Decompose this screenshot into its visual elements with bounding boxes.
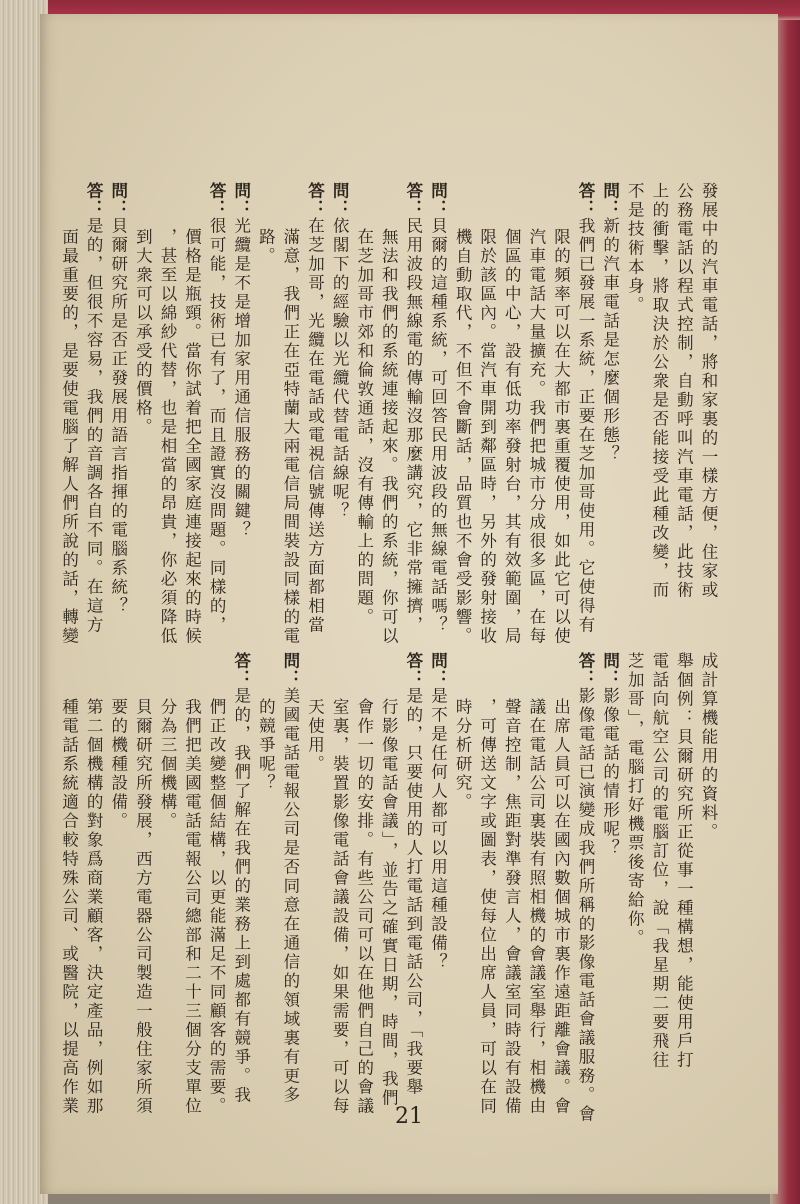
- text-column: [56, 182, 81, 646]
- column-text: 我們已發展一系統，正要在芝加哥使用。它使得有: [576, 217, 596, 635]
- text-column: [228, 182, 253, 540]
- text-column: [277, 182, 302, 646]
- speaker-label: 答：: [207, 182, 227, 217]
- column-text: 要的機種設備。: [108, 698, 128, 831]
- column-text: 機自動取代，不但不會斷話，品質也不會受影響。: [453, 228, 473, 646]
- text-column: [548, 182, 573, 646]
- column-text: 種電話系統適合較特殊公司、或醫院，以提高作業: [59, 698, 79, 1116]
- column-text: 路。: [256, 228, 276, 266]
- top-text-block: [56, 182, 720, 646]
- column-text: 會作一切的安排。有些公司可以在他們自己的會議: [354, 698, 374, 1116]
- column-text: 貝爾研究所發展，西方電器公司製造一般住家所須: [133, 698, 153, 1116]
- speaker-label: 問：: [330, 182, 350, 217]
- text-column: [130, 652, 155, 1116]
- column-text: 時分析研究。: [453, 698, 473, 812]
- column-text: 限的頻率可以在大都市裏重覆使用，如此它可以使: [551, 228, 571, 646]
- speaker-label: 問：: [108, 182, 128, 217]
- column-text: 天使用。: [305, 698, 325, 774]
- column-text: 很可能，技術已有了，而且證實沒問題。同樣的，: [207, 217, 227, 635]
- column-text: 發展中的汽車電話，將和家裏的一樣方便，住家或: [699, 182, 718, 600]
- text-column: [327, 182, 352, 521]
- text-column: [204, 652, 229, 1116]
- text-column: [597, 182, 622, 464]
- column-text: ，甚至以綿紗代替，也是相當的昂貴，你必須降低: [157, 228, 177, 646]
- text-column: [474, 652, 499, 1116]
- column-text: 依閣下的經驗以光纜代替電話線呢？: [330, 217, 350, 521]
- text-column: [499, 182, 524, 646]
- text-column: [474, 182, 499, 646]
- speaker-label: 答：: [576, 652, 596, 687]
- text-column: [277, 652, 302, 1105]
- speaker-label: 答：: [403, 652, 423, 687]
- text-column: [523, 182, 548, 646]
- column-text: 無法和我們的系統連接起來。我們的系統，你可以: [379, 228, 399, 646]
- text-column: [523, 652, 548, 1116]
- text-column: [449, 182, 474, 646]
- text-column: [622, 182, 647, 315]
- column-text: 聲音控制，焦距對準發言人，會議室同時設有設備: [502, 698, 522, 1116]
- column-text: 貝爾的這種系統，可回答民用波段的無線電話嗎？: [428, 217, 448, 635]
- text-column: [253, 652, 278, 793]
- text-column: [81, 182, 106, 635]
- column-text: 不是技術本身。: [625, 182, 645, 315]
- text-column: [351, 652, 376, 1116]
- speaker-label: 答：: [231, 652, 251, 687]
- column-text: ，可傳送文字或圖表，使每位出席人員，可以在同: [477, 698, 497, 1116]
- text-column: [105, 652, 130, 831]
- speaker-label: 答：: [576, 182, 596, 217]
- column-text: 汽車電話大量擴充。我們把城市分成很多區，在每: [526, 228, 546, 646]
- column-text: 滿意，我們正在亞特蘭大兩電信局間裝設同樣的電: [280, 228, 300, 646]
- column-text: 新的汽車電話是怎麼個形態？: [600, 217, 620, 464]
- column-text: 美國電話電報公司是否同意在通信的領域裏有更多: [280, 687, 300, 1105]
- column-text: 我們把美國電話電報公司總部和二十三個分支單位: [182, 698, 202, 1116]
- text-column: [154, 652, 179, 831]
- text-column: [400, 182, 425, 635]
- text-column: [425, 652, 450, 972]
- speaker-label: 答：: [305, 182, 325, 217]
- speaker-label: 問：: [428, 652, 448, 687]
- text-column: [351, 182, 376, 627]
- text-column: [597, 652, 622, 858]
- column-text: 出席人員可以在國內數個城市裏作遠距離會議。會: [551, 698, 571, 1116]
- column-text: 上的衝擊，將取決於公衆是否能接受此種改變，而: [649, 182, 669, 600]
- column-text: 貝爾研究所是否正發展用語言指揮的電腦系統？: [108, 217, 128, 616]
- text-column: [327, 652, 352, 1116]
- column-text: 公務電話以程式控制，自動呼叫汽車電話，此技術: [674, 182, 694, 600]
- text-column: [499, 652, 524, 1116]
- text-column: [81, 652, 106, 1116]
- text-column: [400, 652, 425, 1097]
- text-column: [228, 652, 253, 1105]
- text-column: [253, 182, 278, 266]
- column-text: 分為三個機構。: [157, 698, 177, 831]
- column-text: 價格是瓶頸。當你試着把全國家庭連接起來的時候: [182, 228, 202, 646]
- text-column: [695, 652, 720, 842]
- text-column: [449, 652, 474, 812]
- text-column: [646, 652, 671, 1070]
- text-column: [179, 652, 204, 1116]
- column-text: 到大衆可以承受的價格。: [133, 228, 153, 437]
- text-column: [671, 182, 696, 600]
- column-text: 個區的中心，設有低功率發射台，其有效範圍，局: [502, 228, 522, 646]
- speaker-label: 問：: [600, 652, 620, 687]
- column-text: 電話向航空公司的電腦訂位，說「我星期二要飛往: [649, 652, 669, 1070]
- column-text: 行影像電話會議」，並告之確實日期，時間，我們: [379, 698, 399, 1108]
- speaker-label: 問：: [231, 182, 251, 217]
- text-column: [376, 182, 401, 646]
- column-text: 第二個機構的對象爲商業顧客，決定產品，例如那: [84, 698, 104, 1116]
- column-text: 議在電話公司裏裝有照相機的會議室舉行，相機由: [526, 698, 546, 1116]
- column-text: 在芝加哥市郊和倫敦通話，沒有傳輸上的問題。: [354, 228, 374, 627]
- column-text: 是的，只要使用的人打電話到電話公司，「我要舉: [403, 687, 423, 1097]
- speaker-label: 問：: [280, 652, 300, 687]
- page-number: 21: [395, 1104, 423, 1129]
- text-column: [376, 652, 401, 1108]
- text-column: [572, 652, 597, 1124]
- text-column: [572, 182, 597, 635]
- column-text: 室裏，裝置影像電話會議設備，如果需要，可以每: [330, 698, 350, 1116]
- speaker-label: 問：: [428, 182, 448, 217]
- column-text: 舉個例：貝爾研究所正從事一種構想，能使用戶打: [674, 652, 694, 1070]
- column-text: 是的，但很不容易，我們的音調各自不同。在這方: [84, 217, 104, 635]
- column-text: 的競爭呢？: [256, 698, 276, 793]
- column-text: 光纜是不是增加家用通信服務的關鍵？: [231, 217, 251, 540]
- speaker-label: 答：: [403, 182, 423, 217]
- text-column: [105, 182, 130, 616]
- book-page: [40, 14, 778, 1194]
- text-column: [130, 182, 155, 437]
- column-text: 是不是任何人都可以用這種設備？: [428, 687, 448, 972]
- text-column: [425, 182, 450, 635]
- column-text: 影像電話的情形呢？: [600, 687, 620, 858]
- column-text: 在芝加哥，光纜在電話或電視信號傳送方面都相當: [305, 217, 325, 635]
- column-text: 限於該區內。當汽車開到鄰區時，另外的發射接收: [477, 228, 497, 646]
- column-text: 影像電話已演變成我們所稱的影像電話會議服務。會: [576, 687, 596, 1124]
- column-text: 是的，我們了解在我們的業務上到處都有競爭。我: [231, 687, 251, 1105]
- column-text: 民用波段無線電的傳輸沒那麼講究，它非常擁擠，: [403, 217, 423, 635]
- text-column: [154, 182, 179, 646]
- text-column: [302, 652, 327, 774]
- speaker-label: 問：: [600, 182, 620, 217]
- text-column: [671, 652, 696, 1070]
- column-text: 面最重要的，是要使電腦了解人們所說的話，轉變: [59, 228, 79, 646]
- text-column: [622, 652, 647, 948]
- column-text: 芝加哥」，電腦打好機票後寄給你。: [625, 652, 645, 948]
- text-column: [179, 182, 204, 646]
- text-column: [646, 182, 671, 600]
- text-column: [695, 182, 720, 600]
- column-text: 們正改變整個結構，以更能滿足不同顧客的需要。: [207, 698, 227, 1116]
- column-text: 成計算機能用的資料。: [699, 652, 718, 842]
- text-column: [548, 652, 573, 1116]
- text-column: [56, 652, 81, 1116]
- speaker-label: 答：: [84, 182, 104, 217]
- text-column: [302, 182, 327, 635]
- text-column: [204, 182, 229, 635]
